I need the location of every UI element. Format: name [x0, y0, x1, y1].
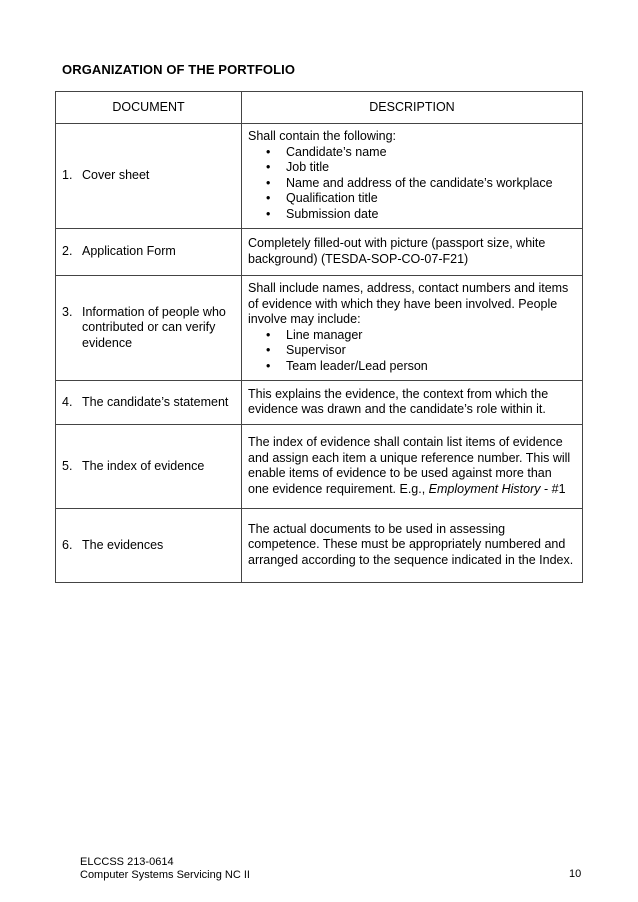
description-main: The index of evidence shall contain list items of evidence and assign each item a unique reference number. This will enable items of evidence to be used against more than one evidence requirement. E.g.,	[248, 435, 571, 496]
document-name: Information of people who contributed or can verify evidence	[82, 304, 226, 350]
row-number: 5.	[62, 458, 73, 473]
bullet-list	[248, 328, 574, 375]
page-heading: ORGANIZATION OF THE PORTFOLIO	[62, 62, 296, 77]
row-number: 4.	[62, 394, 73, 409]
row-number: 2.	[62, 244, 73, 259]
row-number: 1.	[62, 168, 73, 183]
description-text: Completely filled-out with picture (passport size, white background) (TESDA-SOP-CO-07-F21)	[248, 236, 546, 266]
footer	[80, 856, 250, 882]
list-item: • Candidate’s name	[266, 145, 574, 161]
description-cell	[242, 124, 583, 229]
table-row	[56, 509, 583, 583]
table-row	[56, 229, 583, 276]
list-item: • Line manager	[266, 328, 574, 344]
footer-code: ELCCSS 213-0614	[80, 856, 174, 868]
description-cell	[242, 276, 583, 381]
table-row	[56, 425, 583, 509]
list-item: • Team leader/Lead person	[266, 359, 574, 375]
document-cell	[56, 425, 242, 509]
description-cell	[242, 425, 583, 509]
document-cell	[56, 509, 242, 583]
description-italic: Employment History	[428, 481, 541, 496]
document-cell	[56, 276, 242, 381]
bullet-list	[248, 145, 574, 223]
document-name: The index of evidence	[82, 458, 205, 473]
list-item: • Supervisor	[266, 343, 574, 359]
description-text: The actual documents to be used in assessing competence. These must be appropriately numbered and arranged according to the sequence indicated in the Index.	[248, 521, 574, 567]
document-name: The evidences	[82, 537, 164, 552]
portfolio-table	[55, 91, 583, 583]
page-number: 10	[569, 868, 582, 880]
list-item: • Submission date	[266, 207, 574, 223]
document-cell	[56, 124, 242, 229]
list-item: • Qualification title	[266, 191, 574, 207]
row-number: 3.	[62, 304, 73, 319]
table-row	[56, 124, 583, 229]
footer-course: Computer Systems Servicing NC II	[80, 869, 250, 881]
table-row	[56, 381, 583, 425]
description-text: Shall include names, address, contact numbers and items of evidence with which they have been involved. People involve may include:	[248, 281, 569, 326]
description-cell	[242, 509, 583, 583]
description-text	[248, 435, 574, 497]
description-text: This explains the evidence, the context from which the evidence was drawn and the candidate’s role within it.	[248, 386, 549, 416]
description-cell	[242, 381, 583, 425]
row-number: 6.	[62, 537, 73, 552]
description-tail: - #1	[540, 481, 566, 496]
document-name: The candidate’s statement	[82, 394, 229, 409]
document-cell	[56, 229, 242, 276]
document-cell	[56, 381, 242, 425]
list-item: • Name and address of the candidate’s workplace	[266, 176, 574, 192]
table-row	[56, 276, 583, 381]
column-header-document: DOCUMENT	[56, 92, 242, 124]
column-header-description: DESCRIPTION	[242, 92, 583, 124]
list-item: • Job title	[266, 160, 574, 176]
description-text: Shall contain the following:	[248, 129, 397, 143]
table-header-row	[56, 92, 583, 124]
document-name: Application Form	[82, 244, 176, 259]
description-cell	[242, 229, 583, 276]
document-name: Cover sheet	[82, 168, 150, 183]
